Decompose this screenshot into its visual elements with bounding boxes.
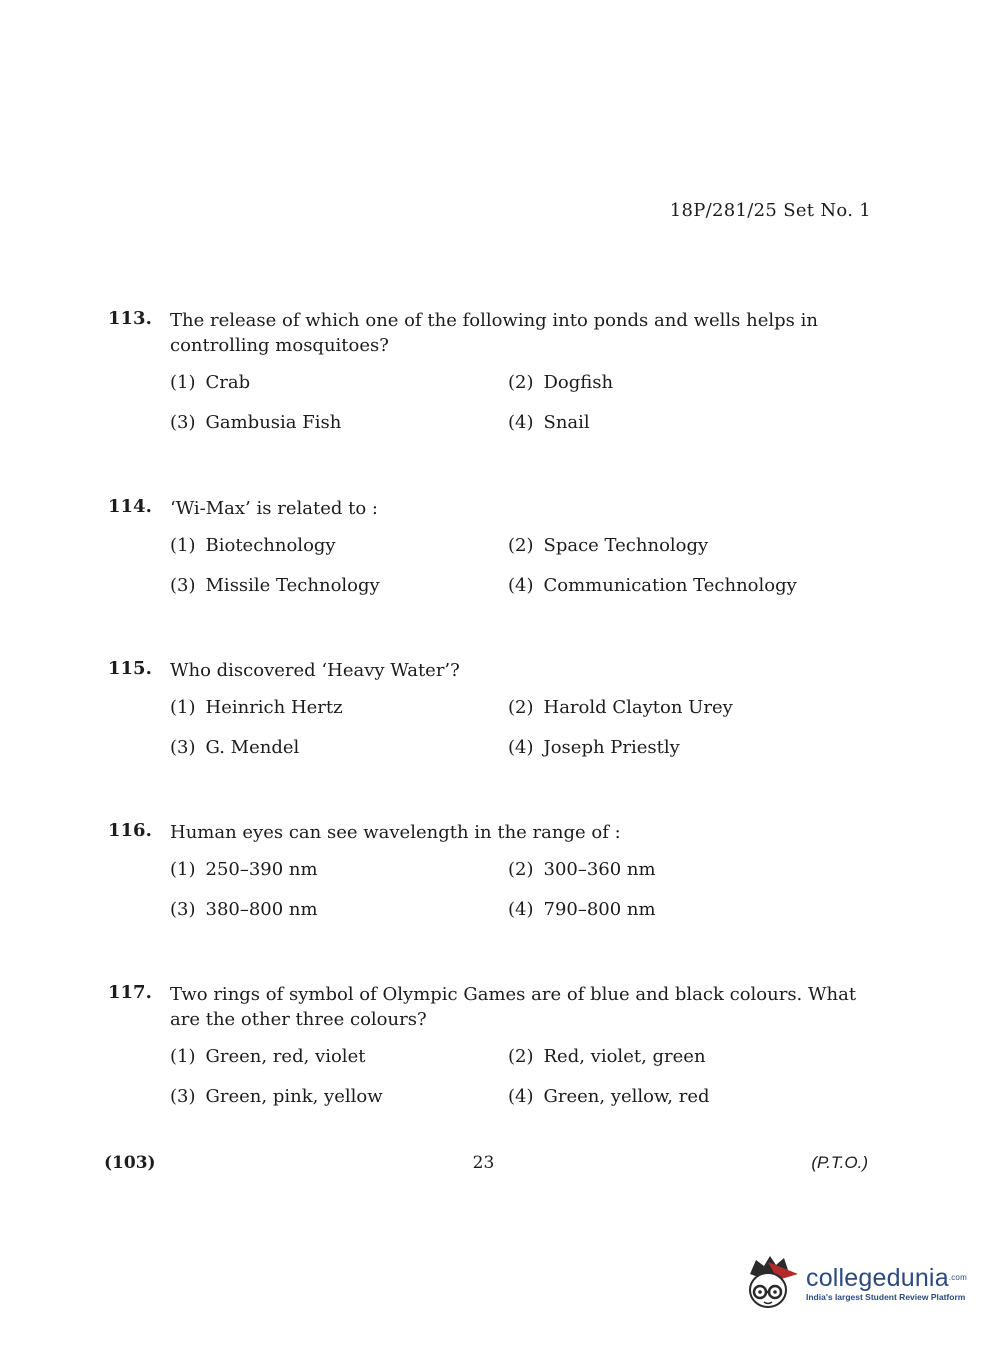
option-text: Green, yellow, red (543, 1086, 710, 1107)
option-number: (3) (170, 575, 196, 596)
option (508, 1046, 870, 1067)
collegedunia-logo[interactable] (742, 1248, 972, 1318)
options (170, 859, 870, 920)
question-116 (108, 820, 870, 920)
option-number: (1) (170, 535, 196, 556)
option (170, 737, 508, 758)
option (170, 372, 508, 393)
option (170, 1086, 508, 1107)
option-text: Joseph Priestly (543, 737, 680, 758)
question-117 (108, 982, 870, 1107)
option-text: Missile Technology (205, 575, 380, 596)
option-number: (4) (508, 412, 534, 433)
option-text: Dogfish (543, 372, 614, 393)
option-number: (3) (170, 1086, 196, 1107)
question-number: 117. (108, 982, 152, 1003)
booklet-code: (103) (104, 1153, 156, 1173)
option-text: Snail (543, 412, 590, 433)
option-number: (1) (170, 697, 196, 718)
question-text: Two rings of symbol of Olympic Games are of blue and black colours. What are the other three colours? (170, 984, 857, 1030)
option (508, 535, 870, 556)
option (508, 899, 870, 920)
option-number: (3) (170, 737, 196, 758)
option-text: Communication Technology (543, 575, 797, 596)
logo-name (806, 1264, 967, 1292)
page-number: 23 (472, 1153, 495, 1173)
option-text: Heinrich Hertz (205, 697, 343, 718)
option (508, 697, 870, 718)
option-number: (2) (508, 535, 534, 556)
mascot-icon (742, 1252, 800, 1314)
question-number: 116. (108, 820, 152, 841)
option-number: (3) (170, 412, 196, 433)
question-text: Who discovered ‘Heavy Water’? (170, 660, 460, 681)
option (170, 1046, 508, 1067)
option (508, 372, 870, 393)
option-number: (2) (508, 372, 534, 393)
option-text: Green, pink, yellow (205, 1086, 383, 1107)
logo-tagline: India's largest Student Review Platform (806, 1292, 966, 1302)
option (170, 412, 508, 433)
option-number: (1) (170, 372, 196, 393)
option-number: (2) (508, 697, 534, 718)
option-number: (2) (508, 1046, 534, 1067)
option (508, 737, 870, 758)
question-number: 115. (108, 658, 152, 679)
option (170, 899, 508, 920)
option-text: 790–800 nm (543, 899, 656, 920)
option-text: Biotechnology (205, 535, 336, 556)
options (170, 697, 870, 758)
question-text: ‘Wi-Max’ is related to : (170, 498, 378, 519)
option-number: (4) (508, 899, 534, 920)
option-text: Crab (205, 372, 251, 393)
options (170, 1046, 870, 1107)
pto-label: (P.T.O.) (811, 1153, 868, 1172)
question-number: 114. (108, 496, 152, 517)
option-text: Green, red, violet (205, 1046, 366, 1067)
option (170, 535, 508, 556)
option-number: (2) (508, 859, 534, 880)
option-text: Red, violet, green (543, 1046, 706, 1067)
page-footer (104, 1153, 868, 1173)
set-code: 18P/281/25 Set No. 1 (669, 200, 871, 221)
option-text: Gambusia Fish (205, 412, 342, 433)
question-115 (108, 658, 870, 758)
option-text: 300–360 nm (543, 859, 656, 880)
question-114 (108, 496, 870, 596)
option (508, 575, 870, 596)
option (170, 697, 508, 718)
option (508, 859, 870, 880)
option-number: (3) (170, 899, 196, 920)
option (170, 575, 508, 596)
option (508, 412, 870, 433)
option-text: 250–390 nm (205, 859, 318, 880)
option-number: (1) (170, 1046, 196, 1067)
option-number: (4) (508, 575, 534, 596)
option (508, 1086, 870, 1107)
logo-name-text: collegedunia (806, 1264, 949, 1292)
option-number: (1) (170, 859, 196, 880)
question-text: The release of which one of the following into ponds and wells helps in controlling mosquitoes? (170, 310, 818, 356)
option-number: (4) (508, 737, 534, 758)
option-text: Harold Clayton Urey (543, 697, 733, 718)
logo-suffix: .com (948, 1273, 967, 1282)
option-number: (4) (508, 1086, 534, 1107)
options (170, 535, 870, 596)
question-113 (108, 308, 870, 433)
option (170, 859, 508, 880)
option-text: 380–800 nm (205, 899, 318, 920)
question-number: 113. (108, 308, 152, 329)
options (170, 372, 870, 433)
question-text: Human eyes can see wavelength in the range of : (170, 822, 621, 843)
option-text: Space Technology (543, 535, 709, 556)
option-text: G. Mendel (205, 737, 300, 758)
